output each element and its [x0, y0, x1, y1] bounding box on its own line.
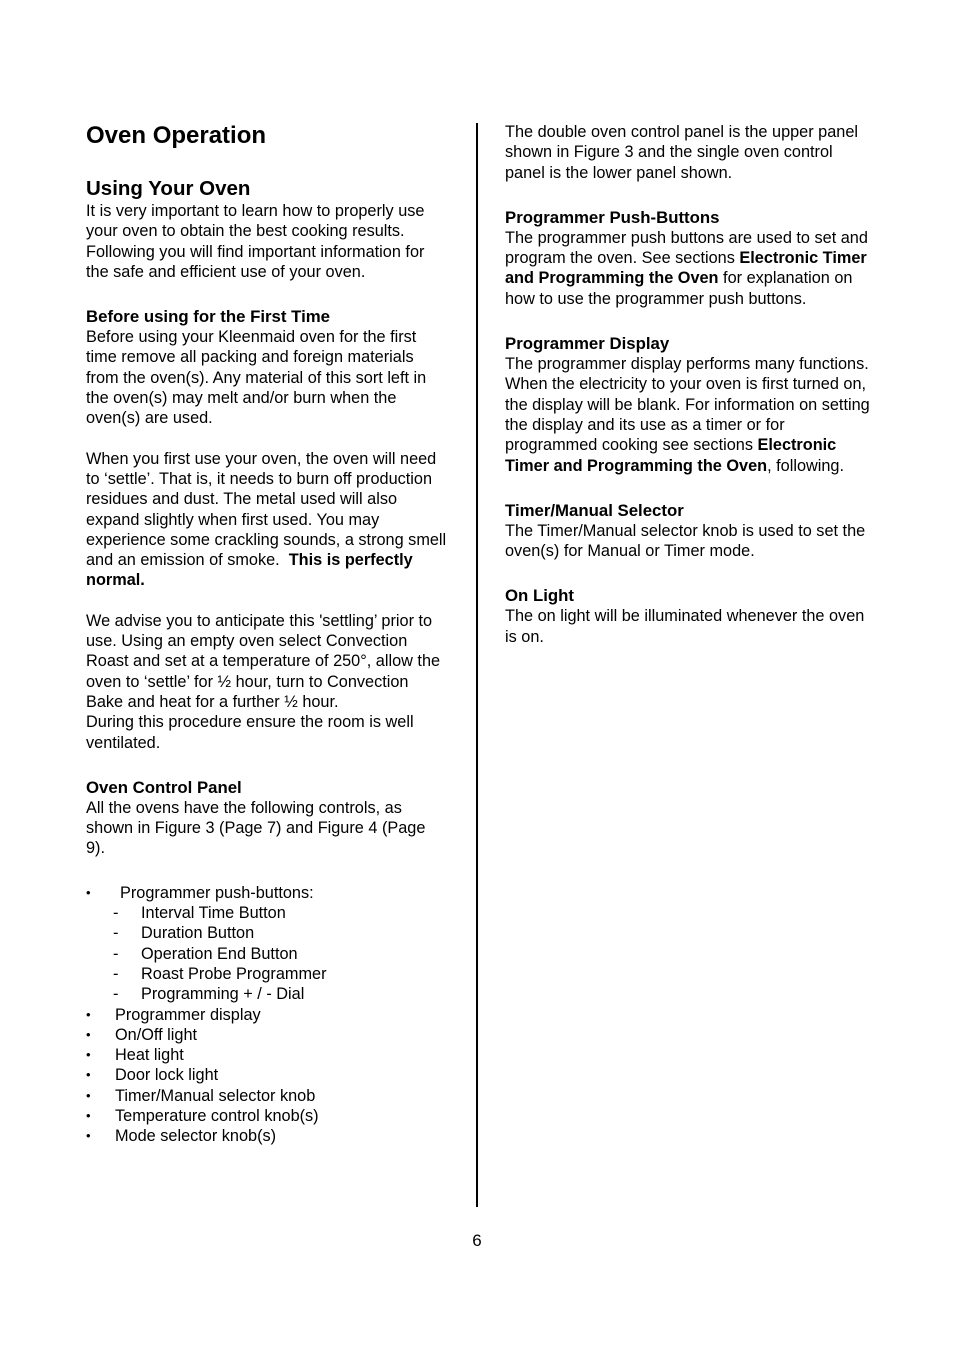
list-item: - Roast Probe Programmer: [86, 964, 448, 984]
list-item: - Duration Button: [86, 923, 448, 943]
control-panel-paragraph: All the ovens have the following controls, as shown in Figure 3 (Page 7) and Figure 4 (Page 9).: [86, 798, 426, 858]
first-time-paragraph-3: We advise you to anticipate this 'settling’ prior to use. Using an empty oven select Convection Roast and set at a temperature of 250°, allow the oven to ‘settle’ for ½ hour, turn to Convection Bake and heat for a further ½ hour.: [86, 611, 441, 711]
controls-list: [86, 883, 448, 903]
push-buttons-heading: Programmer Push-Buttons: [505, 207, 720, 227]
first-time-paragraph-2: [86, 449, 448, 591]
settle-text: When you first use your oven, the oven will need to ‘settle’. That is, it needs to burn off production residues and dust. The metal used will also expand slightly when first used. You may experience some crackling sounds, a strong smell and an emission of smoke.: [86, 449, 447, 570]
timer-section-ref: Electronic Timer and Programming the Oven: [505, 249, 867, 288]
controls-list-continued: [86, 1005, 448, 1147]
column-divider: [476, 123, 478, 1207]
panel-intro-paragraph: The double oven control panel is the upper panel shown in Figure 3 and the single oven control panel is the lower panel shown.: [505, 123, 859, 182]
timer-selector-paragraph: The Timer/Manual selector knob is used to set the oven(s) for Manual or Timer mode.: [505, 521, 866, 561]
first-time-paragraph-4: During this procedure ensure the room is well ventilated.: [86, 713, 414, 752]
list-item: - Interval Time Button: [86, 903, 448, 923]
list-item: - Operation End Button: [86, 944, 448, 964]
left-column: [86, 118, 448, 1147]
display-paragraph-1: The programmer display performs many functions.: [505, 355, 869, 374]
list-item: • Door lock light: [86, 1065, 448, 1085]
list-item: • Heat light: [86, 1045, 448, 1065]
list-item: • On/Off light: [86, 1025, 448, 1045]
push-buttons-sublist: [86, 903, 448, 1004]
push-buttons-paragraph: The programmer push buttons are used to set and program the oven. See sections Electronic Timer and Programming the Oven for explanation on how to use the programmer push buttons.: [505, 228, 868, 308]
list-item: • Mode selector knob(s): [86, 1126, 448, 1146]
page-number: 6: [472, 1231, 482, 1250]
timer-section-ref: Electronic Timer and Programming the Oven: [505, 436, 837, 475]
on-light-paragraph: The on light will be illuminated whenever the oven is on.: [505, 607, 865, 646]
list-item: • Programmer display: [86, 1005, 448, 1025]
timer-selector-heading: Timer/Manual Selector: [505, 500, 684, 520]
first-time-heading: Before using for the First Time: [86, 307, 330, 327]
list-item: • Timer/Manual selector knob: [86, 1086, 448, 1106]
display-paragraph-2: When the electricity to your oven is first turned on, the display will be blank. For information on setting the display and its use as a timer or for programmed cooking see sections Electronic Timer and Programming the Oven, following.: [505, 375, 870, 475]
normal-note: This is perfectly normal.: [86, 551, 413, 590]
page-title: Oven Operation: [86, 122, 267, 149]
display-heading: Programmer Display: [505, 334, 670, 354]
control-panel-heading: Oven Control Panel: [86, 777, 242, 797]
using-oven-heading: Using Your Oven: [86, 177, 251, 200]
list-item: - Programming + / - Dial: [86, 984, 448, 1004]
list-item: • Programmer push-buttons:: [86, 883, 448, 903]
right-column: [505, 122, 875, 647]
on-light-heading: On Light: [505, 586, 574, 606]
using-oven-paragraph-2: Following you will find important information for the safe and efficient use of your oven.: [86, 242, 425, 281]
first-time-paragraph-1: Before using your Kleenmaid oven for the first time remove all packing and foreign materials from the oven(s). Any material of this sort left in the oven(s) may melt and/or burn when the oven(s) are used.: [86, 328, 427, 428]
list-item: • Temperature control knob(s): [86, 1106, 448, 1126]
using-oven-paragraph-1: It is very important to learn how to properly use your oven to obtain the best cooking results.: [86, 202, 425, 241]
